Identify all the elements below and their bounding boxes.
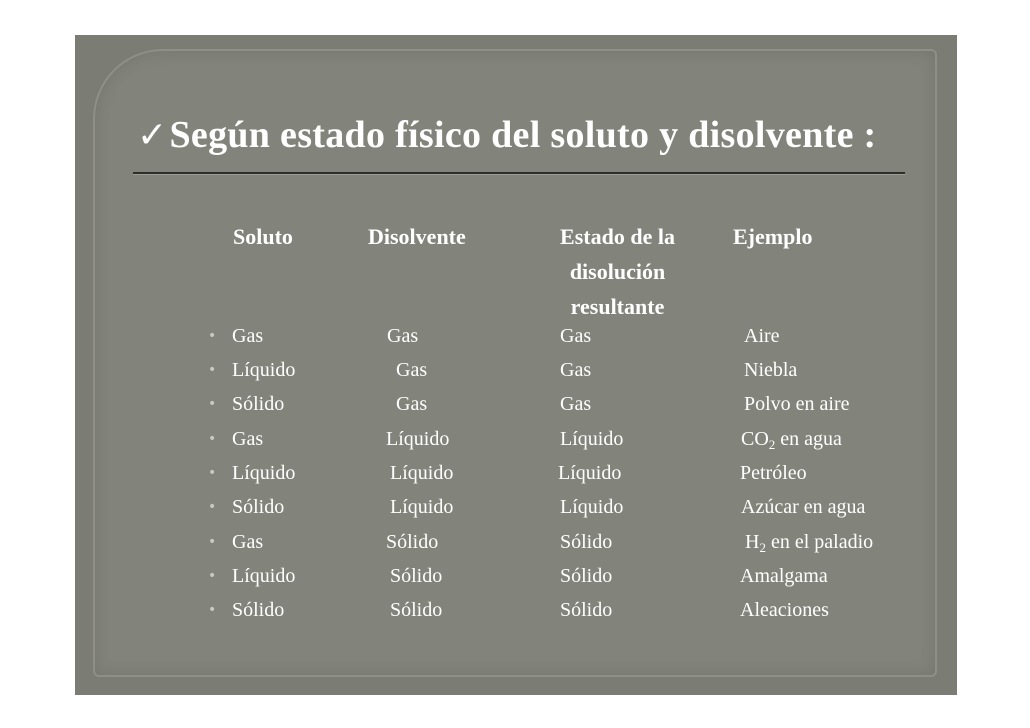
cell-ejemplo: Petróleo [740,462,807,484]
cell-ejemplo: Aleaciones [740,599,829,621]
cell-soluto: Líquido [232,359,296,381]
checkmark-icon: ✓ [137,115,168,156]
cell-disolvente: Sólido [386,531,439,553]
header-estado-line-2: disolución [569,259,666,284]
cell-soluto: Sólido [232,599,285,621]
cell-disolvente: Líquido [390,496,454,518]
cell-soluto: Gas [232,428,264,450]
cell-soluto: Gas [232,325,264,347]
cell-ejemplo: Amalgama [740,565,828,587]
bullet-icon: • [208,534,217,550]
cell-ejemplo: Polvo en aire [744,393,850,415]
cell-estado: Gas [560,359,592,381]
cell-estado: Gas [560,325,592,347]
h2-formula: H [745,531,760,553]
cell-estado: Líquido [560,428,624,450]
title-divider [133,172,905,175]
cell-disolvente: Líquido [390,462,454,484]
cell-estado: Líquido [558,462,622,484]
cell-estado: Sólido [560,531,613,553]
title-text: Según estado físico del soluto y disolvente : [169,114,877,156]
co2-suffix: en agua [775,428,842,450]
cell-disolvente: Gas [387,325,419,347]
cell-disolvente: Gas [396,393,428,415]
cell-ejemplo [741,422,842,456]
bullet-icon: • [208,499,217,515]
table-row [75,422,957,456]
header-estado [530,219,705,324]
cell-disolvente: Líquido [386,428,450,450]
cell-soluto: Gas [232,531,264,553]
cell-ejemplo: Azúcar en agua [741,496,866,518]
bullet-icon: • [208,431,217,447]
cell-disolvente: Gas [396,359,428,381]
bullet-icon: • [208,328,217,344]
co2-subscript: 2 [768,437,776,452]
co2-formula: CO [741,428,769,450]
table-row [75,559,957,593]
cell-soluto: Líquido [232,565,296,587]
cell-soluto: Líquido [232,462,296,484]
bullet-icon: • [208,465,217,481]
cell-estado: Sólido [560,599,613,621]
cell-estado: Gas [560,393,592,415]
bullet-icon: • [208,568,217,584]
header-soluto: Soluto [233,224,293,249]
cell-soluto: Sólido [232,393,285,415]
header-disolvente: Disolvente [368,224,466,249]
table-row [75,353,957,387]
cell-estado: Sólido [560,565,613,587]
cell-soluto: Sólido [232,496,285,518]
header-estado-line-1: Estado de la [560,224,675,249]
bullet-icon: • [208,362,217,378]
cell-ejemplo [745,525,873,559]
table-row [75,490,957,524]
table-row [75,319,957,353]
table-row [75,387,957,421]
header-estado-line-3: resultante [570,294,665,319]
table-row [75,456,957,490]
bullet-icon: • [208,602,217,618]
table-row [75,525,957,559]
cell-estado: Líquido [560,496,624,518]
bullet-icon: • [208,396,217,412]
cell-ejemplo: Aire [744,325,780,347]
slide [75,35,957,695]
header-ejemplo: Ejemplo [733,224,813,249]
cell-disolvente: Sólido [390,565,443,587]
cell-ejemplo: Niebla [744,359,798,381]
h2-suffix: en el paladio [765,531,874,553]
slide-title [137,113,877,157]
h2-subscript: 2 [759,540,766,555]
table-row [75,593,957,627]
cell-disolvente: Sólido [390,599,443,621]
